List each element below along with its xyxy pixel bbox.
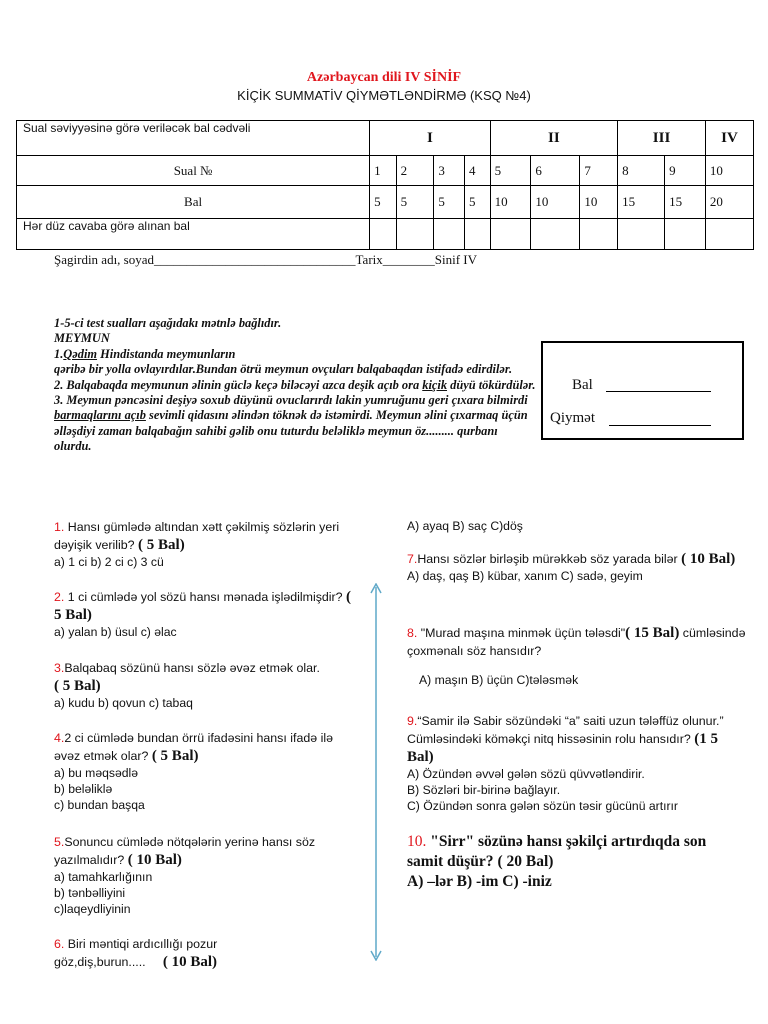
- table-row-label: Bal: [17, 186, 370, 219]
- points-cell: 15: [665, 186, 706, 219]
- question-number-cell: 2: [396, 156, 434, 186]
- score-table: [16, 120, 754, 250]
- question-number-cell: 10: [705, 156, 753, 186]
- score-entry-cell[interactable]: [705, 219, 753, 250]
- passage-sentence-1-cont: qəribə bir yolla ovlayırdılar.Bundan ötrü meymun ovçuları balqabaqdan istifadə edirdilər.: [54, 362, 513, 377]
- question-2-options[interactable]: a) yalan b) üsul c) əlac: [54, 625, 177, 639]
- underlined-word: kiçik: [422, 377, 448, 392]
- level-header: IV: [705, 121, 753, 156]
- question-1-options[interactable]: a) 1 ci b) 2 ci c) 3 cü: [54, 555, 164, 569]
- question-3-options[interactable]: a) kudu b) qovun c) tabaq: [54, 696, 193, 710]
- score-entry-cell[interactable]: [580, 219, 618, 250]
- option-c[interactable]: c)laqeydliyinin: [54, 902, 131, 916]
- question-4: 4.2 ci cümlədə bundan örrü ifadəsini hansı ifadə ilə əvəz etmək olar? ( 5 Bal) a) bu məqsədlə b) beləliklə c) bundan başqa: [54, 729, 359, 813]
- score-entry-cell[interactable]: [434, 219, 465, 250]
- points-cell: 5: [396, 186, 434, 219]
- points-cell: 10: [531, 186, 580, 219]
- grade-field[interactable]: [609, 425, 711, 426]
- underlined-word: Qədim: [63, 346, 98, 361]
- option-a[interactable]: A) Özündən əvvəl gələn sözü qüvvətləndirir.: [407, 767, 645, 781]
- score-entry-cell[interactable]: [531, 219, 580, 250]
- question-number-cell: 8: [618, 156, 665, 186]
- question-2: 2. 1 ci cümlədə yol sözü hansı mənada işlədilmişdir? ( 5 Bal) a) yalan b) üsul c) əlac: [54, 588, 354, 640]
- passage-sentence-3: 3. Meymun pəncəsini deşiyə soxub düyünü ovuclarırdı lakin yumruğunu geri çıxara bilmirdi barmaqlarını açıb sevimli qidasını əlindən töknək də istəmirdi. Meymun əlini çıxarmaq üçün əlləşdiyi zaman balqabağın sahibi gəlib onu tuturdu beləliklə meymun öz......... qurbanı olurdu.: [54, 393, 528, 454]
- score-entry-cell[interactable]: [465, 219, 491, 250]
- score-box: [541, 341, 744, 440]
- question-10-options[interactable]: A) –lər B) -im C) -iniz: [407, 873, 552, 890]
- level-header: I: [370, 121, 490, 156]
- points-cell: 10: [490, 186, 531, 219]
- score-entry-cell[interactable]: [618, 219, 665, 250]
- question-6-options: [407, 518, 737, 534]
- question-number-cell: 5: [490, 156, 531, 186]
- option-a[interactable]: a) bu məqsədlə: [54, 766, 139, 780]
- passage-sentence-1: 1.Qədim Hindistanda meymunların: [54, 346, 236, 361]
- question-number-cell: 4: [465, 156, 491, 186]
- underlined-word: barmaqlarını açıb: [54, 408, 146, 423]
- question-number-cell: 7: [580, 156, 618, 186]
- score-entry-cell[interactable]: [370, 219, 397, 250]
- option-a[interactable]: a) tamahkarlığının: [54, 870, 153, 884]
- passage-intro: 1-5-ci test sualları aşağıdakı mətnlə bağlıdır.: [54, 316, 282, 330]
- option-b[interactable]: b) beləliklə: [54, 782, 113, 796]
- level-header: II: [490, 121, 618, 156]
- question-7: 7.Hansı sözlər birləşib mürəkkəb söz yarada bilər ( 10 Bal) A) daş, qaş B) kübar, xanım C) sadə, geyim: [407, 550, 747, 584]
- vertical-double-arrow: [370, 583, 382, 961]
- student-info-line: Şagirdin adı, soyad_______________________________Tarix________Sinif IV: [54, 252, 478, 267]
- bal-label: Bal: [572, 377, 593, 393]
- score-entry-cell[interactable]: [665, 219, 706, 250]
- option-c[interactable]: c) bundan başqa: [54, 798, 145, 812]
- worksheet-title: Azərbaycan dili IV SİNİF: [306, 70, 462, 85]
- option-b[interactable]: B) Sözləri bir-birinə bağlayır.: [407, 783, 561, 797]
- question-5: 5.Sonuncu cümlədə nötqələrin yerinə hansı söz yazılmalıdır? ( 10 Bal) a) tamahkarlığının b) tənbəlliyini c)laqeydliyinin: [54, 833, 364, 917]
- question-9: 9.“Samir ilə Sabir sözündəki “a” saiti uzun tələffüz olunur.” Cümləsindəki köməkçi nitq hissəsinin rolu hansıdır? (1 5 Bal) A) Özündən əvvəl gələn sözü qüvvətləndirir. B) Sözləri bir-birinə bağlayır. C) Özündən sonra gələn sözün təsir gücünü artırır: [407, 712, 727, 814]
- question-10: 10. "Sirr" sözünə hansı şəkilçi artırdıqda son samit düşür? ( 20 Bal) A) –lər B) -im C) -iniz: [407, 832, 737, 892]
- points-cell: 5: [434, 186, 465, 219]
- question-6-answer-options[interactable]: A) ayaq B) saç C)döş: [407, 519, 523, 533]
- grade-label: Qiymət: [550, 410, 595, 426]
- points-cell: 5: [370, 186, 397, 219]
- question-number-cell: 3: [434, 156, 465, 186]
- question-8-options[interactable]: A) maşın B) üçün C)tələsmək: [419, 673, 579, 687]
- passage-heading: MEYMUN: [54, 331, 110, 346]
- table-row-label: Hər düz cavaba görə alınan bal: [17, 219, 370, 250]
- passage-sentence-2: 2. Balqabaqda meymunun əlinin güclə keçə biləcəyi azca deşik açıb ora kiçik düyü tökürdülər.: [54, 377, 536, 392]
- question-number-cell: 1: [370, 156, 397, 186]
- table-row-label: Sual №: [17, 156, 370, 186]
- question-8: 8. "Murad maşına minmək üçün tələsdi"( 15 Bal) cümləsində çoxmənalı söz hansıdır? A) maşın B) üçün C)tələsmək: [407, 625, 746, 687]
- question-1: 1. Hansı gümlədə altından xətt çəkilmiş sözlərin yeri dəyişik verilib? ( 5 Bal) a) 1 ci b) 2 ci c) 3 cü: [54, 518, 364, 570]
- level-header: III: [618, 121, 706, 156]
- question-7-options[interactable]: A) daş, qaş B) kübar, xanım C) sadə, geyim: [407, 569, 643, 583]
- reading-passage: [54, 316, 536, 455]
- points-cell: 20: [705, 186, 753, 219]
- score-entry-cell[interactable]: [490, 219, 531, 250]
- question-number-cell: 6: [531, 156, 580, 186]
- worksheet-subtitle: KİÇİK SUMMATİV QİYMƏTLƏNDİRMƏ (KSQ №4): [237, 88, 531, 103]
- points-cell: 5: [465, 186, 491, 219]
- score-entry-cell[interactable]: [396, 219, 434, 250]
- points-cell: 15: [618, 186, 665, 219]
- option-c[interactable]: C) Özündən sonra gələn sözün təsir gücünü artırır: [407, 799, 678, 813]
- question-6: 6. Biri məntiqi ardıcıllığı pozur göz,diş,burun..... ( 10 Bal): [54, 937, 218, 970]
- table-row-label: Sual səviyyəsinə görə veriləcək bal cədvəli: [17, 121, 370, 156]
- points-cell: 10: [580, 186, 618, 219]
- question-3: 3.Balqabaq sözünü hansı sözlə əvəz etmək olar. ( 5 Bal) a) kudu b) qovun c) tabaq: [54, 659, 364, 711]
- bal-field[interactable]: [606, 391, 711, 392]
- question-number-cell: 9: [665, 156, 706, 186]
- option-b[interactable]: b) tənbəlliyini: [54, 886, 126, 900]
